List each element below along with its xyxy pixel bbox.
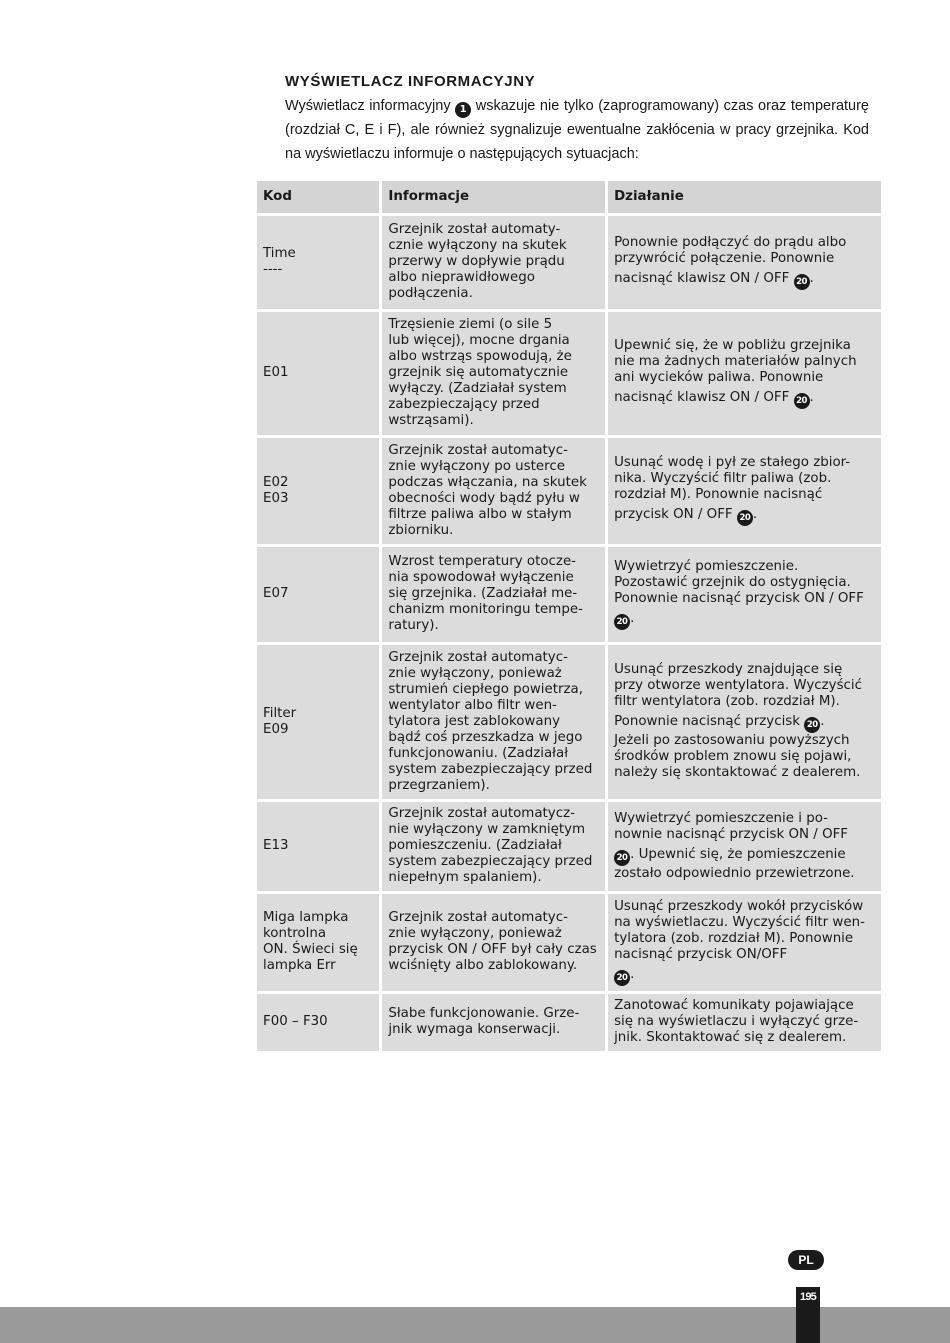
action-cell: Usunąć przeszkody wokół przycisków na wyświetlaczu. Wyczyścić filtr wen- tylatora (zob. rozdział M). Ponownie nacisnąć przycisk ON/OFF 20 .	[608, 894, 881, 991]
action-cell: Ponownie podłączyć do prądu albo przywrócić połączenie. Ponownie nacisnąć klawisz ON / OFF 20 .	[608, 216, 881, 309]
table-row	[257, 802, 881, 891]
error-code-table	[254, 178, 884, 1054]
on-off-button-20-icon: 20	[614, 614, 630, 630]
code-cell: F00 – F30	[257, 994, 379, 1051]
action-cell: Usunąć przeszkody znajdujące się przy otworze wentylatora. Wyczyścić filtr wentylatora (zob. rozdział M). Ponownie nacisnąć przycisk 20 . Jeżeli po zastosowaniu powyższych środków problem znowu się pojawi, należy się skontaktować z dealerem.	[608, 645, 881, 799]
action-cell: Usunąć wodę i pył ze stałego zbior- nika. Wyczyścić filtr paliwa (zob. rozdział M). Ponownie nacisnąć przycisk ON / OFF 20 .	[608, 438, 881, 544]
on-off-button-20-icon: 20	[614, 850, 630, 866]
header-dzialanie: Działanie	[608, 181, 881, 213]
table-row	[257, 994, 881, 1051]
info-cell: Grzejnik został automatyc- znie wyłączony, ponieważ strumień ciepłego powietrza, wentylator albo filtr wen- tylatora jest zablokowany bądź coś przeszkadza w jego funkcjonowaniu. (Zadziałał system zabezpieczający przed przegrzaniem).	[382, 645, 605, 799]
info-cell: Grzejnik został automaty- cznie wyłączony na skutek przerwy w dopływie prądu albo nieprawidłowego podłączenia.	[382, 216, 605, 309]
action-cell: Upewnić się, że w pobliżu grzejnika nie ma żadnych materiałów palnych ani wycieków paliwa. Ponownie nacisnąć klawisz ON / OFF 20 .	[608, 312, 881, 435]
language-badge: PL	[788, 1250, 824, 1270]
table-row	[257, 894, 881, 991]
code-cell: Miga lampka kontrolna ON. Świeci się lampka Err	[257, 894, 379, 991]
table-row	[257, 312, 881, 435]
action-cell: Zanotować komunikaty pojawiające się na wyświetlaczu i wyłączyć grze- jnik. Skontaktować się z dealerem.	[608, 994, 881, 1051]
info-cell: Grzejnik został automatycz- nie wyłączony w zamkniętym pomieszczeniu. (Zadziałał system zabezpieczający przed niepełnym spalaniem).	[382, 802, 605, 891]
table-row	[257, 216, 881, 309]
table-row	[257, 438, 881, 544]
code-cell: E07	[257, 547, 379, 642]
info-cell: Grzejnik został automatyc- znie wyłączony po usterce podczas włączania, na skutek obecności wody bądź pyłu w filtrze paliwa albo w stałym zbiorniku.	[382, 438, 605, 544]
code-cell: E01	[257, 312, 379, 435]
intro-text-end: wskazuje nie tylko (zaprogramowany) czas oraz temperaturę (rozdział C, E i F), ale również sygnalizuje ewentualne zakłócenia w pracy grzejnika. Kod na wyświetlaczu informuje o następujących sytuacjach:	[285, 98, 870, 162]
table-header-row	[257, 181, 881, 213]
table-row	[257, 547, 881, 642]
intro-paragraph	[285, 94, 869, 166]
action-cell: Wywietrzyć pomieszczenie. Pozostawić grzejnik do ostygnięcia. Ponownie nacisnąć przycisk ON / OFF 20 .	[608, 547, 881, 642]
button-20-icon: 20	[804, 717, 820, 733]
on-off-button-20-icon: 20	[794, 274, 810, 290]
table-row	[257, 645, 881, 799]
code-cell: Time ----	[257, 216, 379, 309]
info-cell: Trzęsienie ziemi (o sile 5 lub więcej), mocne drgania albo wstrząs spowodują, że grzejnik się automatycznie wyłączy. (Zadziałał system zabezpieczający przed wstrząsami).	[382, 312, 605, 435]
intro-text-start: Wyświetlacz informacyjny	[285, 98, 456, 114]
on-off-button-20-icon: 20	[794, 393, 810, 409]
page-number: 195	[800, 1291, 816, 1303]
section-title: WYŚWIETLACZ INFORMACYJNY	[285, 73, 536, 90]
code-cell: E02 E03	[257, 438, 379, 544]
on-off-button-20-icon: 20	[737, 510, 753, 526]
display-number-1-icon: 1	[455, 102, 471, 118]
info-cell: Słabe funkcjonowanie. Grze- jnik wymaga konserwacji.	[382, 994, 605, 1051]
header-informacje: Informacje	[382, 181, 605, 213]
info-cell: Wzrost temperatury otocze- nia spowodował wyłączenie się grzejnika. (Zadziałał me- chanizm monitoringu tempe- ratury).	[382, 547, 605, 642]
info-cell: Grzejnik został automatyc- znie wyłączony, ponieważ przycisk ON / OFF był cały czas wciśnięty albo zablokowany.	[382, 894, 605, 991]
header-kod: Kod	[257, 181, 379, 213]
code-cell: Filter E09	[257, 645, 379, 799]
action-cell: Wywietrzyć pomieszczenie i po- nownie nacisnąć przycisk ON / OFF 20 . Upewnić się, że pomieszczenie zostało odpowiednio przewietrzone.	[608, 802, 881, 891]
on-off-button-20-icon: 20	[614, 970, 630, 986]
code-cell: E13	[257, 802, 379, 891]
